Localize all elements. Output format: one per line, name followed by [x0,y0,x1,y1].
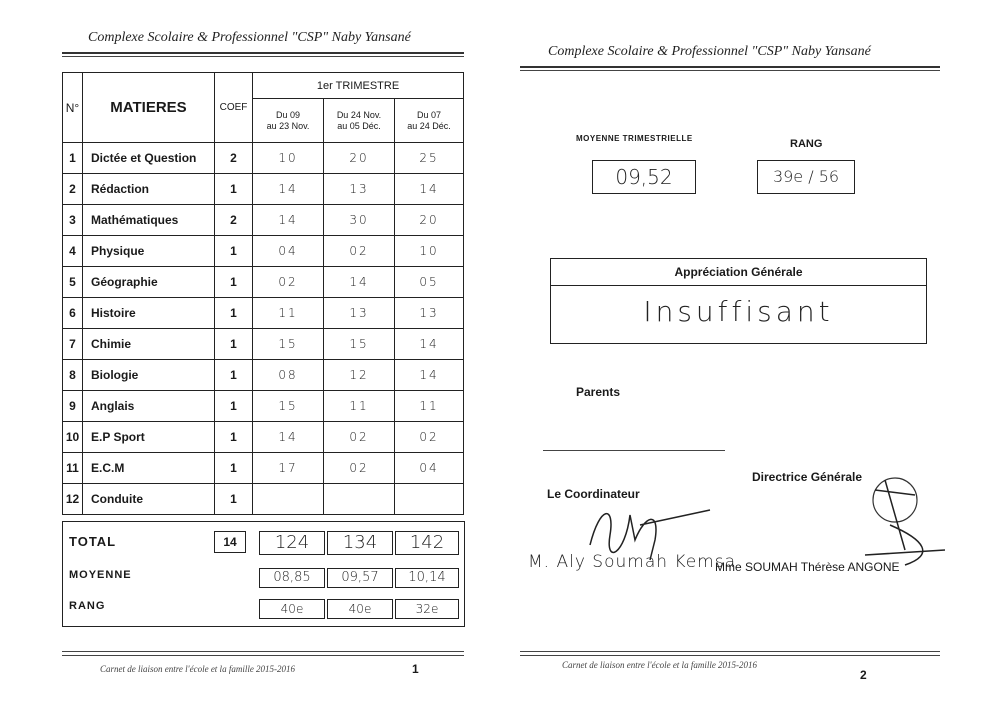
grade-cell: 02 [324,422,395,453]
row-number: 4 [63,236,83,267]
grade-cell: 14 [395,174,464,205]
coef-value: 1 [215,453,253,484]
row-number: 9 [63,391,83,422]
moyenne-trimestrielle-value: 09,52 [592,160,696,194]
row-number: 2 [63,174,83,205]
table-row [63,391,464,422]
table-row [63,453,464,484]
coef-value: 1 [215,329,253,360]
grade-cell: 10 [253,143,324,174]
coef-value: 1 [215,391,253,422]
total-value: 124 [259,531,325,555]
grade-cell: 04 [253,236,324,267]
appreciation-box [550,258,927,344]
period-header: Du 09 au 23 Nov. [253,99,324,143]
footer-right: Carnet de liaison entre l'école et la famille 2015-2016 [562,660,758,670]
grade-cell: 20 [395,205,464,236]
grade-cell: 20 [324,143,395,174]
grade-cell: 15 [253,329,324,360]
grade-cell: 02 [324,453,395,484]
page-number: 2 [860,668,867,682]
coef-value: 1 [215,360,253,391]
subject-name: Conduite [83,484,215,515]
row-number: 10 [63,422,83,453]
grade-cell: 02 [324,236,395,267]
grade-cell: 02 [395,422,464,453]
grade-cell: 15 [324,329,395,360]
subject-name: Mathématiques [83,205,215,236]
subject-name: E.C.M [83,453,215,484]
coef-value: 2 [215,143,253,174]
school-header-right: Complexe Scolaire & Professionnel "CSP" Naby Yansané [548,44,871,59]
coordinateur-name: M. Aly Soumah Kemsa [528,552,737,572]
footer-left: Carnet de liaison entre l'école et la famille 2015-2016 [100,664,296,674]
subject-name: Biologie [83,360,215,391]
rang-label: RANG [69,600,106,612]
table-row [63,143,464,174]
coef-value: 1 [215,267,253,298]
rang-value: 40e [259,599,325,619]
moyenne-trimestrielle-label: MOYENNE TRIMESTRIELLE [576,134,693,143]
grade-cell: 15 [253,391,324,422]
table-row [63,298,464,329]
coordinateur-label: Le Coordinateur [547,487,640,501]
row-number: 6 [63,298,83,329]
moyenne-value: 09,57 [327,568,393,588]
coef-value: 1 [215,484,253,515]
appreciation-label: Appréciation Générale [551,259,926,286]
row-number: 1 [63,143,83,174]
subject-name: E.P Sport [83,422,215,453]
page-number: 1 [412,662,419,676]
grade-cell: 05 [395,267,464,298]
table-row [63,174,464,205]
coef-value: 1 [215,422,253,453]
subject-name: Rédaction [83,174,215,205]
subject-name: Chimie [83,329,215,360]
total-value: 134 [327,531,393,555]
coef-value: 1 [215,236,253,267]
total-label: TOTAL [69,534,117,549]
grade-cell: 17 [253,453,324,484]
subject-name: Histoire [83,298,215,329]
table-row [63,329,464,360]
grade-cell: 14 [253,174,324,205]
moyenne-value: 08,85 [259,568,325,588]
grade-cell [253,484,324,515]
row-number: 3 [63,205,83,236]
subject-name: Dictée et Question [83,143,215,174]
subject-name: Géographie [83,267,215,298]
row-number: 7 [63,329,83,360]
col-header-coef: COEF [215,73,253,143]
grade-cell: 10 [395,236,464,267]
appreciation-value: Insuffisant [643,295,834,328]
coef-total: 14 [214,531,246,553]
total-value: 142 [395,531,459,555]
coef-value: 2 [215,205,253,236]
coef-value: 1 [215,298,253,329]
subject-name: Physique [83,236,215,267]
rang-value: 32e [395,599,459,619]
directrice-name: Mme SOUMAH Thérèse ANGONE [715,560,900,574]
moyenne-label: MOYENNE [69,569,132,581]
totals-box [62,521,465,627]
grade-cell: 13 [324,174,395,205]
school-header-left: Complexe Scolaire & Professionnel "CSP" Naby Yansané [88,30,411,45]
grade-cell: 14 [253,422,324,453]
row-number: 8 [63,360,83,391]
grade-cell: 14 [253,205,324,236]
row-number: 11 [63,453,83,484]
table-row [63,360,464,391]
table-row [63,267,464,298]
grade-cell: 13 [395,298,464,329]
grade-cell: 13 [324,298,395,329]
row-number: 5 [63,267,83,298]
grade-cell [324,484,395,515]
grades-table [62,72,464,515]
grade-cell: 11 [395,391,464,422]
grade-cell: 08 [253,360,324,391]
grade-cell: 30 [324,205,395,236]
grade-cell: 25 [395,143,464,174]
grade-cell: 12 [324,360,395,391]
grade-cell: 14 [395,329,464,360]
coef-value: 1 [215,174,253,205]
grade-cell: 11 [253,298,324,329]
grade-cell: 14 [324,267,395,298]
col-header-matieres: MATIERES [83,73,215,143]
directrice-label: Directrice Générale [752,470,863,484]
period-header: Du 07 au 24 Déc. [395,99,464,143]
table-row [63,205,464,236]
rang-value-p2: 39e / 56 [757,160,855,194]
table-row [63,422,464,453]
rang-value: 40e [327,599,393,619]
period-header: Du 24 Nov. au 05 Déc. [324,99,395,143]
grade-cell [395,484,464,515]
subject-name: Anglais [83,391,215,422]
grade-cell: 02 [253,267,324,298]
trimestre-header: 1er TRIMESTRE [253,73,464,99]
moyenne-value: 10,14 [395,568,459,588]
grade-cell: 11 [324,391,395,422]
table-row [63,484,464,515]
col-header-no: N° [63,73,83,143]
parents-label: Parents [576,385,621,399]
rang-label-p2: RANG [790,138,823,150]
grade-cell: 14 [395,360,464,391]
table-row [63,236,464,267]
row-number: 12 [63,484,83,515]
grade-cell: 04 [395,453,464,484]
